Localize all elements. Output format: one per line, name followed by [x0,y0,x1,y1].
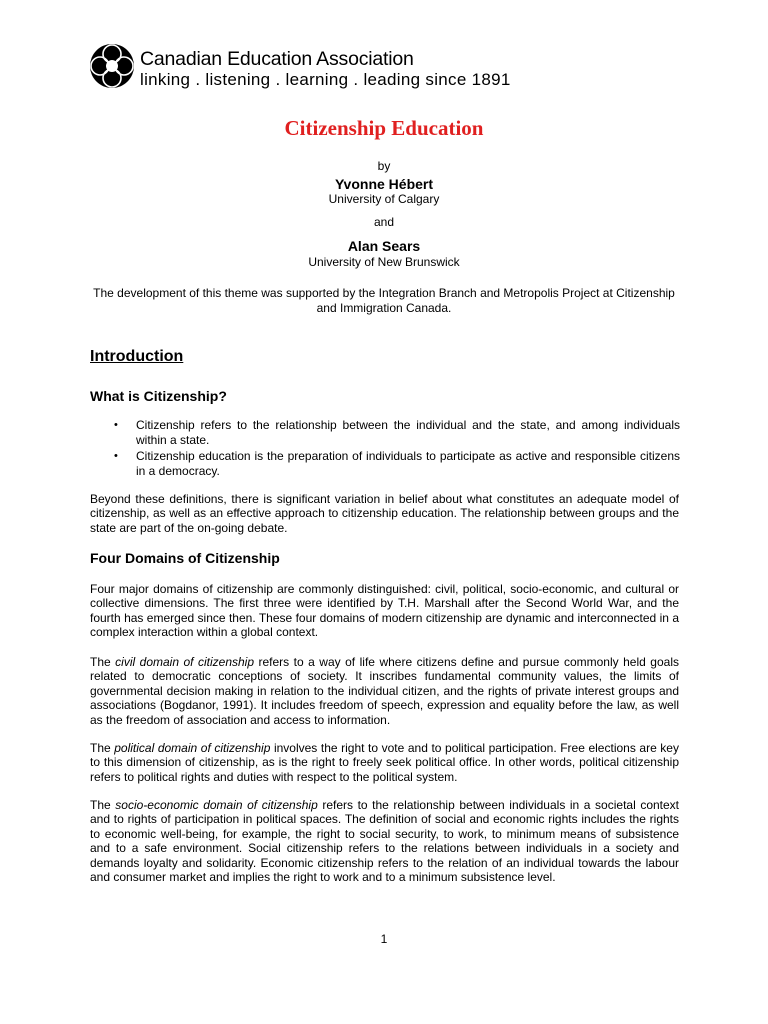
document-title: Citizenship Education [284,116,484,140]
four-domains-heading: Four Domains of Citizenship [90,550,280,566]
org-tagline: linking . listening . learning . leading since 1891 [140,70,511,89]
text-run: The [90,655,116,669]
definition-list [90,418,680,480]
intro-paragraph: Beyond these definitions, there is significant variation in belief about what constitutes an adequate model of citizenship, as well as an effective approach to citizenship education. The relationship between groups and the state are part of the on-going debate. [90,492,679,535]
header [88,40,511,94]
text-run: The [90,741,115,755]
support-note: The development of this theme was supported by the Integration Branch and Metropolis Project at Citizenship and Immigration Canada. [93,286,675,315]
term-socio-economic-domain: socio-economic domain of citizenship [115,798,318,812]
bullet-icon: • [114,450,118,462]
introduction-heading: Introduction [90,348,184,365]
byline-by: by [377,159,391,173]
page-number: 1 [380,932,388,946]
list-item [90,418,680,447]
socio-economic-domain-paragraph [90,798,679,884]
domains-paragraph-1: Four major domains of citizenship are commonly distinguished: civil, political, socio-economic, and cultural or collective dimensions. The first three were identified by T.H. Marshall after the Second World War, and the fourth has emerged since then. These four domains of modern citizenship are dynamic and interconnected in a complex interaction within a global context. [90,582,679,640]
political-domain-paragraph [90,741,679,784]
what-is-citizenship-heading: What is Citizenship? [90,388,227,404]
list-item-text: Citizenship education is the preparation of individuals to participate as active and responsible citizens in a democracy. [136,449,680,478]
author-2-name: Alan Sears [347,238,421,254]
byline-and: and [373,215,395,229]
text-run: refers to a way of life where citizens define and pursue commonly held goals related to democratic conceptions of society. It inscribes fundamental community values, the limits of governmental decision making in relation to the individual citizen, and the rights of private interest groups and associations (Bogdanor, 1991). It includes freedom of speech, expression and equality before the law, as well as the freedom of association and access to information. [90,655,679,727]
cea-logo [88,42,136,90]
author-2-affiliation: University of New Brunswick [308,255,460,269]
author-1-name: Yvonne Hébert [334,176,434,192]
text-run: refers to the relationship between individuals in a societal context and to rights of participation in political spaces. The definition of social and economic rights includes the rights to economic well-being, for example, the right to social security, to work, to minimum means of subsistence and to a safe environment. Social citizenship refers to the relations between individuals in a society and demands loyalty and solidarity. Economic citizenship refers to the relation of an individual towards the labour and consumer market and implies the right to work and to a minimum subsistence level. [90,798,680,885]
author-1-affiliation: University of Calgary [328,192,440,206]
list-item-text: Citizenship refers to the relationship between the individual and the state, and among individuals within a state. [136,418,680,447]
term-political-domain: political domain of citizenship [114,741,271,755]
text-run: involves the right to vote and to political participation. Free elections are key to this dimension of citizenship, as is the right to freely seek political office. In other words, political citizenship refers to political rights and duties with respect to the political system. [90,741,679,784]
term-civil-domain: civil domain of citizenship [115,655,255,669]
text-run: The [90,798,116,812]
bullet-icon: • [114,419,118,431]
org-name: Canadian Education Association [140,48,414,70]
civil-domain-paragraph [90,655,679,727]
list-item [90,449,680,478]
